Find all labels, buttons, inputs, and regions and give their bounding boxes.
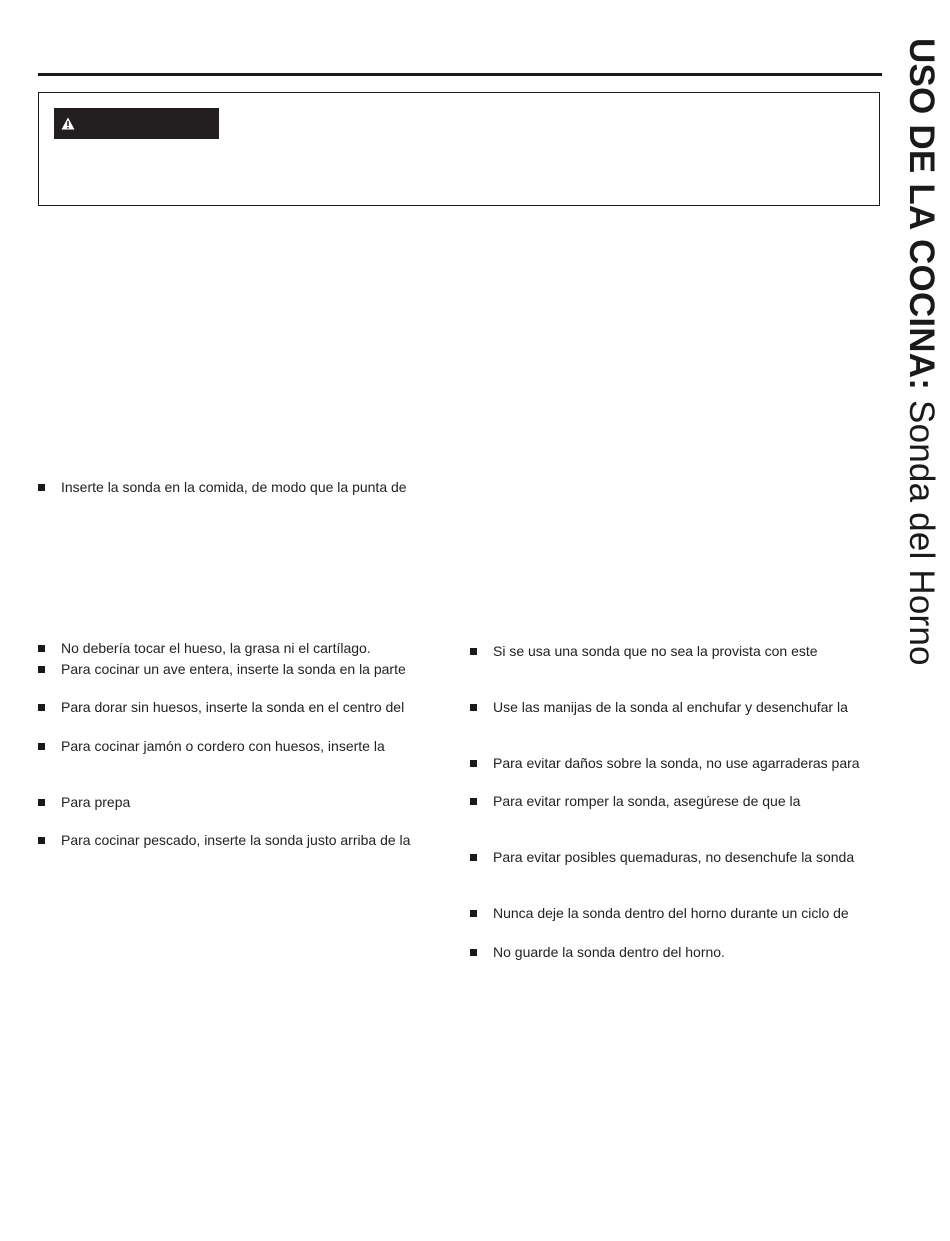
bullet-text: Si se usa una sonda que no sea la provista con este [493, 643, 818, 659]
bullet-square-icon [470, 854, 477, 861]
section-title-bold: USO DE LA COCINA: [902, 38, 941, 391]
list-item [38, 660, 406, 678]
bullet-text: Para evitar posibles quemaduras, no desenchufe la sonda [493, 849, 855, 865]
bullet-square-icon [38, 484, 45, 491]
bullet-text: Para dorar sin huesos, inserte la sonda en el centro del [61, 699, 405, 715]
bullet-square-icon [470, 910, 477, 917]
warning-triangle-icon [61, 117, 75, 130]
list-item [38, 793, 130, 811]
bullet-square-icon [38, 704, 45, 711]
header-rule [38, 73, 882, 76]
bullet-square-icon [38, 799, 45, 806]
warning-label [54, 108, 219, 139]
bullet-text: Para evitar daños sobre la sonda, no use agarraderas para [493, 755, 860, 771]
bullet-text: Para evitar romper la sonda, asegúrese de que la [493, 793, 801, 809]
bullet-text: Inserte la sonda en la comida, de modo que la punta de [61, 479, 407, 495]
warning-box [38, 92, 880, 206]
bullet-text: Use las manijas de la sonda al enchufar y desenchufar la [493, 699, 848, 715]
list-item [470, 754, 860, 772]
bullet-square-icon [470, 798, 477, 805]
list-item [470, 848, 854, 866]
bullet-square-icon [470, 760, 477, 767]
bullet-text: No debería tocar el hueso, la grasa ni el cartílago. [61, 640, 371, 656]
bullet-square-icon [38, 645, 45, 652]
bullet-square-icon [470, 704, 477, 711]
bullet-square-icon [38, 837, 45, 844]
section-title [902, 38, 940, 666]
bullet-text: No guarde la sonda dentro del horno. [493, 944, 725, 960]
section-title-light: Sonda del Horno [902, 390, 941, 666]
intro-bullet [38, 478, 407, 496]
bullet-square-icon [38, 666, 45, 673]
list-item [470, 698, 848, 716]
list-item [470, 792, 800, 810]
list-item [38, 698, 404, 716]
bullet-square-icon [470, 949, 477, 956]
bullet-text: Para cocinar jamón o cordero con huesos, inserte la [61, 738, 385, 754]
list-item [38, 831, 410, 849]
list-item [38, 737, 385, 755]
list-item [470, 943, 725, 961]
bullet-text: Para cocinar pescado, inserte la sonda justo arriba de la [61, 832, 411, 848]
list-item [470, 904, 849, 922]
list-item [470, 642, 818, 660]
bullet-text: Nunca deje la sonda dentro del horno durante un ciclo de [493, 905, 849, 921]
list-item [38, 639, 371, 657]
bullet-text: Para prepa [61, 794, 131, 810]
bullet-square-icon [470, 648, 477, 655]
bullet-square-icon [38, 743, 45, 750]
bullet-text: Para cocinar un ave entera, inserte la sonda en la parte [61, 661, 406, 677]
